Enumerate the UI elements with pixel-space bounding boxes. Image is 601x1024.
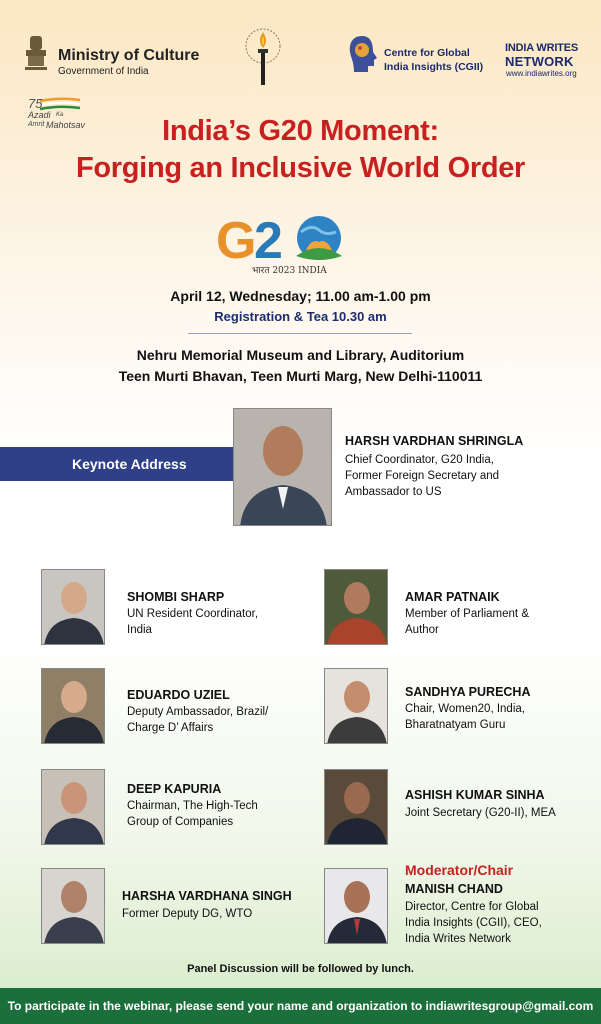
speaker-photo-sandhya-purecha [324, 668, 388, 744]
svg-text:2: 2 [254, 212, 283, 270]
venue-line1: Nehru Memorial Museum and Library, Auditorium [136, 347, 465, 363]
speaker-name: SHOMBI SHARP [127, 590, 225, 604]
speaker-desc: Member of Parliament & [405, 608, 529, 620]
azadi-mahotsav-text: Mahotsav [46, 120, 86, 130]
person-silhouette-icon [42, 669, 105, 744]
keynote-label: Keynote Address [72, 456, 187, 472]
speaker-name: EDUARDO UZIEL [127, 688, 230, 702]
event-title-line1: India’s G20 Moment: [162, 115, 439, 147]
keynote-name: HARSH VARDHAN SHRINGLA [345, 434, 524, 448]
g20-subtitle: भारत 2023 INDIA [252, 266, 327, 276]
venue-line2: Teen Murti Bhavan, Teen Murti Marg, New Delhi-110011 [118, 368, 483, 384]
iwn-url: www.indiawrites.org [506, 69, 577, 78]
iwn-name-line2: NETWORK [505, 54, 574, 69]
keynote-desc-line1: Chief Coordinator, G20 India, [345, 454, 494, 466]
speaker-desc: Charge D’ Affairs [127, 722, 214, 734]
person-silhouette-icon [42, 570, 105, 645]
speaker-name: DEEP KAPURIA [127, 782, 222, 796]
speaker-photo-shombi-sharp [41, 569, 105, 645]
person-silhouette-icon [325, 669, 388, 744]
event-date-time: April 12, Wednesday; 11.00 am-1.00 pm [170, 288, 431, 304]
moderator-desc-line2: India Insights (CGII), CEO, [405, 917, 542, 929]
speaker-name: SANDHYA PURECHA [405, 685, 531, 699]
moderator-desc-line3: India Writes Network [405, 933, 511, 945]
national-emblem-icon [22, 34, 50, 74]
speaker-photo-deep-kapuria [41, 769, 105, 845]
speaker-photo-amar-patnaik [324, 569, 388, 645]
azadi-flag-icon [40, 97, 80, 111]
participation-instructions: To participate in the webinar, please send your name and organization to indiawritesgroup@gmail.com [7, 999, 594, 1013]
speaker-desc: Joint Secretary (G20-II), MEA [405, 807, 556, 819]
iwn-name-line1: INDIA WRITES [505, 42, 578, 54]
speaker-photo-eduardo-uziel [41, 668, 105, 744]
nmml-torch-logo-icon [240, 26, 286, 88]
azadi-ka-text: Ka [56, 112, 64, 118]
moderator-name: MANISH CHAND [405, 882, 503, 896]
person-silhouette-icon [325, 570, 388, 645]
azadi-amrit-text: Amrit [28, 121, 45, 128]
speaker-desc: Deputy Ambassador, Brazil/ [127, 706, 269, 718]
speaker-desc: India [127, 624, 152, 636]
person-silhouette-icon [42, 869, 105, 944]
keynote-desc-line3: Ambassador to US [345, 486, 442, 498]
moderator-tag: Moderator/Chair [405, 862, 514, 878]
keynote-desc-line2: Former Foreign Secretary and [345, 470, 500, 482]
person-silhouette-icon [42, 770, 105, 845]
divider [188, 333, 412, 334]
cgii-name-line2: India Insights (CGII) [384, 61, 484, 73]
speaker-photo-ashish-kumar-sinha [324, 769, 388, 845]
speaker-desc: Chairman, The High-Tech [127, 800, 258, 812]
speaker-name: AMAR PATNAIK [405, 590, 500, 604]
keynote-photo [233, 408, 332, 526]
person-silhouette-icon [325, 869, 388, 944]
event-title-line2: Forging an Inclusive World Order [75, 152, 526, 184]
speaker-desc: UN Resident Coordinator, [127, 608, 259, 620]
speaker-desc: Group of Companies [127, 816, 234, 828]
speaker-desc: Chair, Women20, India, [405, 703, 525, 715]
speaker-name: HARSHA VARDHANA SINGH [122, 889, 292, 903]
lunch-note: Panel Discussion will be followed by lunch. [187, 963, 414, 975]
speaker-desc: Former Deputy DG, WTO [122, 908, 253, 920]
registration-time: Registration & Tea 10.30 am [214, 309, 387, 324]
person-silhouette-icon [325, 770, 388, 845]
speaker-photo-harsha-vardhana-singh [41, 868, 105, 944]
moderator-photo [324, 868, 388, 944]
cgii-head-logo-icon [348, 34, 378, 74]
svg-text:G: G [216, 212, 257, 270]
speaker-desc: Author [405, 624, 439, 636]
azadi-text: Azadi [28, 110, 51, 120]
ministry-subtitle: Government of India [58, 66, 149, 77]
speaker-desc: Bharatnatyam Guru [405, 719, 506, 731]
speaker-name: ASHISH KUMAR SINHA [405, 788, 545, 802]
person-silhouette-icon [234, 409, 332, 526]
moderator-desc-line1: Director, Centre for Global [405, 901, 539, 913]
ministry-title: Ministry of Culture [58, 47, 200, 64]
cgii-name-line1: Centre for Global [384, 47, 470, 59]
azadi-75-mark: 75 [28, 96, 43, 111]
